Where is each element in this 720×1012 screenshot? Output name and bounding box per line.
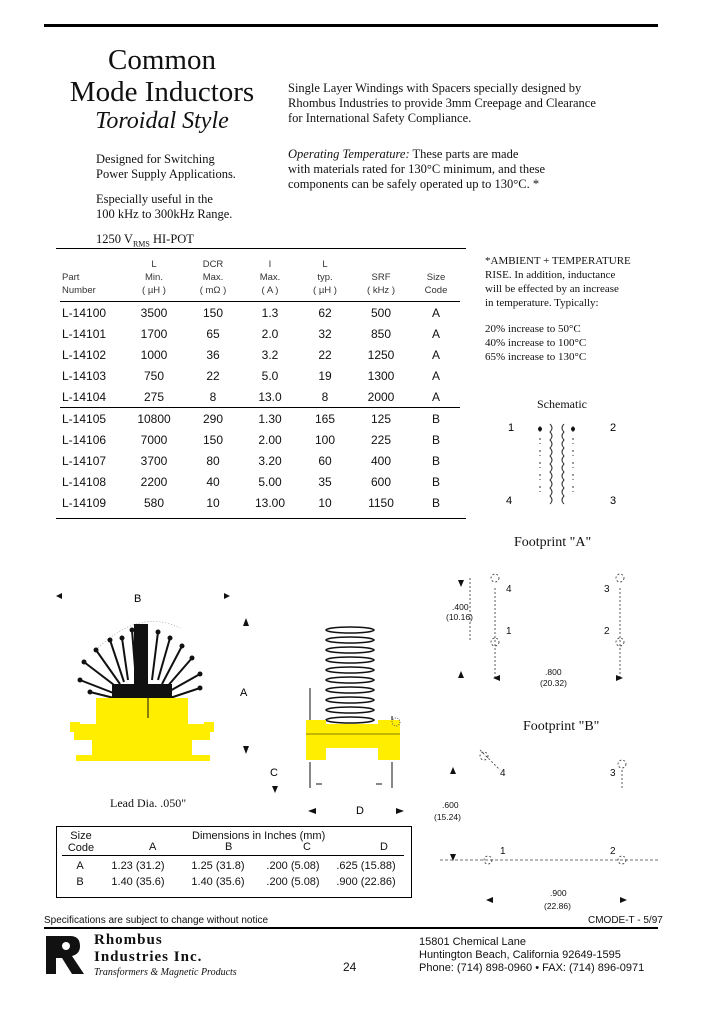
page-title	[50, 44, 274, 135]
dims-cell: .200 (5.08)	[266, 876, 320, 888]
part-number: L-14103	[62, 368, 107, 383]
table-cell: A	[431, 389, 440, 404]
part-number: L-14109	[62, 495, 107, 510]
footprint-a-diagram	[420, 558, 660, 698]
table-row	[60, 450, 460, 471]
label-a: A	[240, 687, 248, 699]
footprint-a-dim-v-mm: (10.16)	[446, 612, 473, 622]
table-cell: 3.20	[258, 453, 282, 468]
schematic-diagram	[500, 412, 640, 512]
dims-header-title: Dimensions in Inches (mm)	[192, 830, 326, 842]
ambient-note: *AMBIENT + TEMPERATURE RISE. In addition, inductance will be effected by an increase in temperature. Typically: 20% increase to 50°C 40% increase to 100°C 65% increase to 130°C	[485, 255, 631, 363]
table-row	[60, 302, 460, 324]
table-cell: B	[431, 474, 440, 489]
dimension-d	[300, 800, 420, 824]
table-bottom-rule	[56, 518, 466, 519]
dims-header-rule	[62, 855, 404, 856]
company-name: Rhombus Industries Inc.	[94, 932, 203, 965]
table-cell: 13.00	[254, 495, 286, 510]
table-row	[60, 408, 460, 430]
footprint-b-diagram	[420, 740, 670, 915]
table-cell: 80	[206, 453, 220, 468]
label-b: B	[134, 593, 142, 605]
schematic-pin-4: 4	[506, 495, 513, 507]
table-cell: 8	[321, 389, 329, 404]
table-cell: 1000	[140, 347, 168, 362]
table-cell: 62	[318, 305, 332, 320]
footprint-b-title: Footprint "B"	[523, 719, 600, 734]
table-cell: 150	[202, 432, 224, 447]
dims-col-d: D	[380, 841, 388, 853]
footprint-a-title: Footprint "A"	[514, 535, 592, 550]
dims-col-b: B	[225, 841, 233, 853]
table-cell: 22	[206, 368, 220, 383]
footprint-a-pin-1: 1	[506, 626, 512, 637]
table-cell: 3.2	[261, 347, 279, 362]
schematic-pin-2: 2	[610, 422, 617, 434]
schematic-pin-1: 1	[508, 422, 515, 434]
footprint-b-pin-2: 2	[610, 846, 616, 857]
table-row	[60, 344, 460, 365]
left-notes	[96, 152, 286, 252]
address: 15801 Chemical Lane Huntington Beach, California 92649-1595 Phone: (714) 898-0960 • FAX: (714) 896-0971	[419, 936, 645, 974]
table-cell: 500	[370, 305, 392, 320]
table-cell: 3700	[140, 453, 168, 468]
dims-cell: B	[76, 876, 84, 888]
dimension-a	[236, 612, 276, 762]
table-cell: A	[431, 326, 440, 341]
table-row	[60, 386, 460, 408]
dims-cell: 1.25 (31.8)	[191, 860, 245, 872]
table-cell: 1150	[368, 495, 394, 510]
table-cell: 60	[318, 453, 332, 468]
dims-cell: 1.40 (35.6)	[111, 876, 165, 888]
table-cell: 3500	[140, 305, 168, 320]
footprint-a-pin-2: 2	[604, 626, 610, 637]
note-line: 100 kHz to 300kHz Range.	[96, 207, 233, 221]
table-cell: 19	[318, 368, 332, 383]
table-cell: 2.0	[261, 326, 279, 341]
table-cell: 10	[318, 495, 332, 510]
table-cell: 1.3	[261, 305, 279, 320]
part-number: L-14106	[62, 432, 107, 447]
dims-cell: 1.23 (31.2)	[111, 860, 165, 872]
table-cell: 850	[370, 326, 392, 341]
hipot-rating: 1250 $V_{RMS}$ HI-POT	[96, 232, 194, 249]
dims-cell: .900 (22.86)	[336, 876, 396, 888]
table-cell: 400	[370, 453, 392, 468]
part-number: L-14107	[62, 453, 107, 468]
intro-paragraph: Single Layer Windings with Spacers specially designed by Rhombus Industries to provide 3mm Creepage and Clearance for International Safety Compliance.	[288, 81, 596, 125]
note-line: Designed for Switching	[96, 152, 215, 166]
dims-col-a: A	[149, 841, 157, 853]
table-cell: 22	[318, 347, 332, 362]
table-cell: B	[431, 411, 440, 426]
table-cell: A	[431, 368, 440, 383]
page-number: 24	[343, 960, 357, 974]
dims-table	[62, 858, 404, 890]
table-cell: A	[431, 305, 440, 320]
table-cell: 1300	[367, 368, 395, 383]
table-cell: 225	[370, 432, 392, 447]
dims-row	[62, 874, 404, 890]
table-row	[60, 492, 460, 513]
schematic-title: Schematic	[537, 397, 587, 411]
table-cell: 5.0	[261, 368, 279, 383]
footprint-a-dim-h-mm: (20.32)	[540, 678, 567, 688]
footer-rule	[44, 927, 658, 929]
title-line-2: Mode Inductors	[69, 76, 255, 108]
part-number: L-14100	[62, 305, 107, 320]
footprint-b-pin-4: 4	[500, 768, 506, 779]
table-cell: B	[431, 495, 440, 510]
table-cell: 32	[318, 326, 332, 341]
table-row	[60, 365, 460, 386]
table-cell: 580	[143, 495, 165, 510]
table-cell: 2000	[367, 389, 395, 404]
table-cell: 8	[209, 389, 217, 404]
part-number: L-14105	[62, 411, 107, 426]
table-header-row: Number ( µH ) ( mΩ ) ( A ) ( µH ) ( kHz ) Code	[62, 285, 448, 296]
table-header-row: Part Min. Max. Max. typ. SRF Size	[62, 272, 446, 283]
table-row	[60, 323, 460, 344]
footprint-b-pin-3: 3	[610, 768, 616, 779]
footprint-a-dim-v: .400	[452, 602, 469, 612]
footprint-b-dim-h: .900	[550, 888, 567, 898]
dims-row	[62, 858, 404, 874]
footprint-a-pin-3: 3	[604, 584, 610, 595]
table-cell: 2200	[140, 474, 168, 489]
footprint-a-pin-4: 4	[506, 584, 512, 595]
table-cell: 165	[314, 411, 336, 426]
label-d: D	[356, 805, 364, 817]
operating-temperature: Operating Temperature: These parts are made with materials rated for 130°C minimum, and these components can be safely operated up to 130°C. *	[288, 147, 546, 191]
table-cell: 100	[314, 432, 336, 447]
footprint-b-dim-h-mm: (22.86)	[544, 901, 571, 911]
note-line: Especially useful in the	[96, 192, 213, 206]
table-cell: 1250	[367, 347, 395, 362]
doc-code: CMODE-T - 5/97	[588, 915, 663, 926]
table-row	[60, 471, 460, 492]
table-cell: 2.00	[258, 432, 282, 447]
table-cell: 125	[370, 411, 392, 426]
toroid-side-view	[296, 616, 416, 796]
table-cell: 750	[143, 368, 165, 383]
dims-cell: .200 (5.08)	[266, 860, 320, 872]
table-cell: 1.30	[258, 411, 282, 426]
part-number: L-14101	[62, 326, 107, 341]
fax: FAX: (714) 896-0971	[542, 962, 645, 974]
table-cell: 5.00	[258, 474, 282, 489]
table-cell: 275	[143, 389, 165, 404]
part-number: L-14108	[62, 474, 107, 489]
dims-col-c: C	[303, 841, 311, 853]
footprint-b-pin-1: 1	[500, 846, 506, 857]
rhombus-logo	[44, 934, 88, 976]
parts-table	[60, 258, 460, 513]
title-line-3: Toroidal Style	[95, 108, 229, 134]
title-line-1: Common	[108, 44, 216, 76]
dims-cell: A	[76, 860, 84, 872]
table-cell: 40	[206, 474, 220, 489]
company-tagline: Transformers & Magnetic Products	[94, 967, 237, 978]
dims-cell: 1.40 (35.6)	[191, 876, 245, 888]
spec-note: Specifications are subject to change without notice	[44, 915, 269, 926]
dims-header-size: Size Code	[67, 830, 95, 854]
part-number: L-14104	[62, 389, 107, 404]
footprint-b-dim-v-mm: (15.24)	[434, 812, 461, 822]
part-number: L-14102	[62, 347, 107, 362]
table-cell: A	[431, 347, 440, 362]
table-cell: 1700	[140, 326, 168, 341]
table-row	[60, 429, 460, 450]
schematic-pin-3: 3	[610, 495, 617, 507]
table-cell: 65	[206, 326, 220, 341]
table-cell: 36	[206, 347, 220, 362]
phone: Phone: (714) 898-0960	[419, 962, 533, 974]
table-top-rule	[56, 248, 466, 249]
table-cell: B	[431, 453, 440, 468]
table-cell: 600	[370, 474, 392, 489]
table-cell: B	[431, 432, 440, 447]
table-cell: 35	[318, 474, 332, 489]
note-line: Power Supply Applications.	[96, 167, 236, 181]
footprint-b-dim-v: .600	[442, 800, 459, 810]
table-cell: 10800	[137, 411, 171, 426]
table-cell: 290	[202, 411, 224, 426]
table-cell: 150	[202, 305, 224, 320]
table-cell: 7000	[140, 432, 168, 447]
table-cell: 10	[206, 495, 220, 510]
dims-cell: .625 (15.88)	[336, 860, 396, 872]
label-c: C	[270, 767, 278, 779]
lead-diameter: Lead Dia. .050"	[110, 796, 187, 810]
top-rule	[44, 24, 658, 27]
footprint-a-dim-h: .800	[545, 667, 562, 677]
table-cell: 13.0	[258, 389, 282, 404]
table-header-row: L DCR I L	[151, 259, 328, 270]
